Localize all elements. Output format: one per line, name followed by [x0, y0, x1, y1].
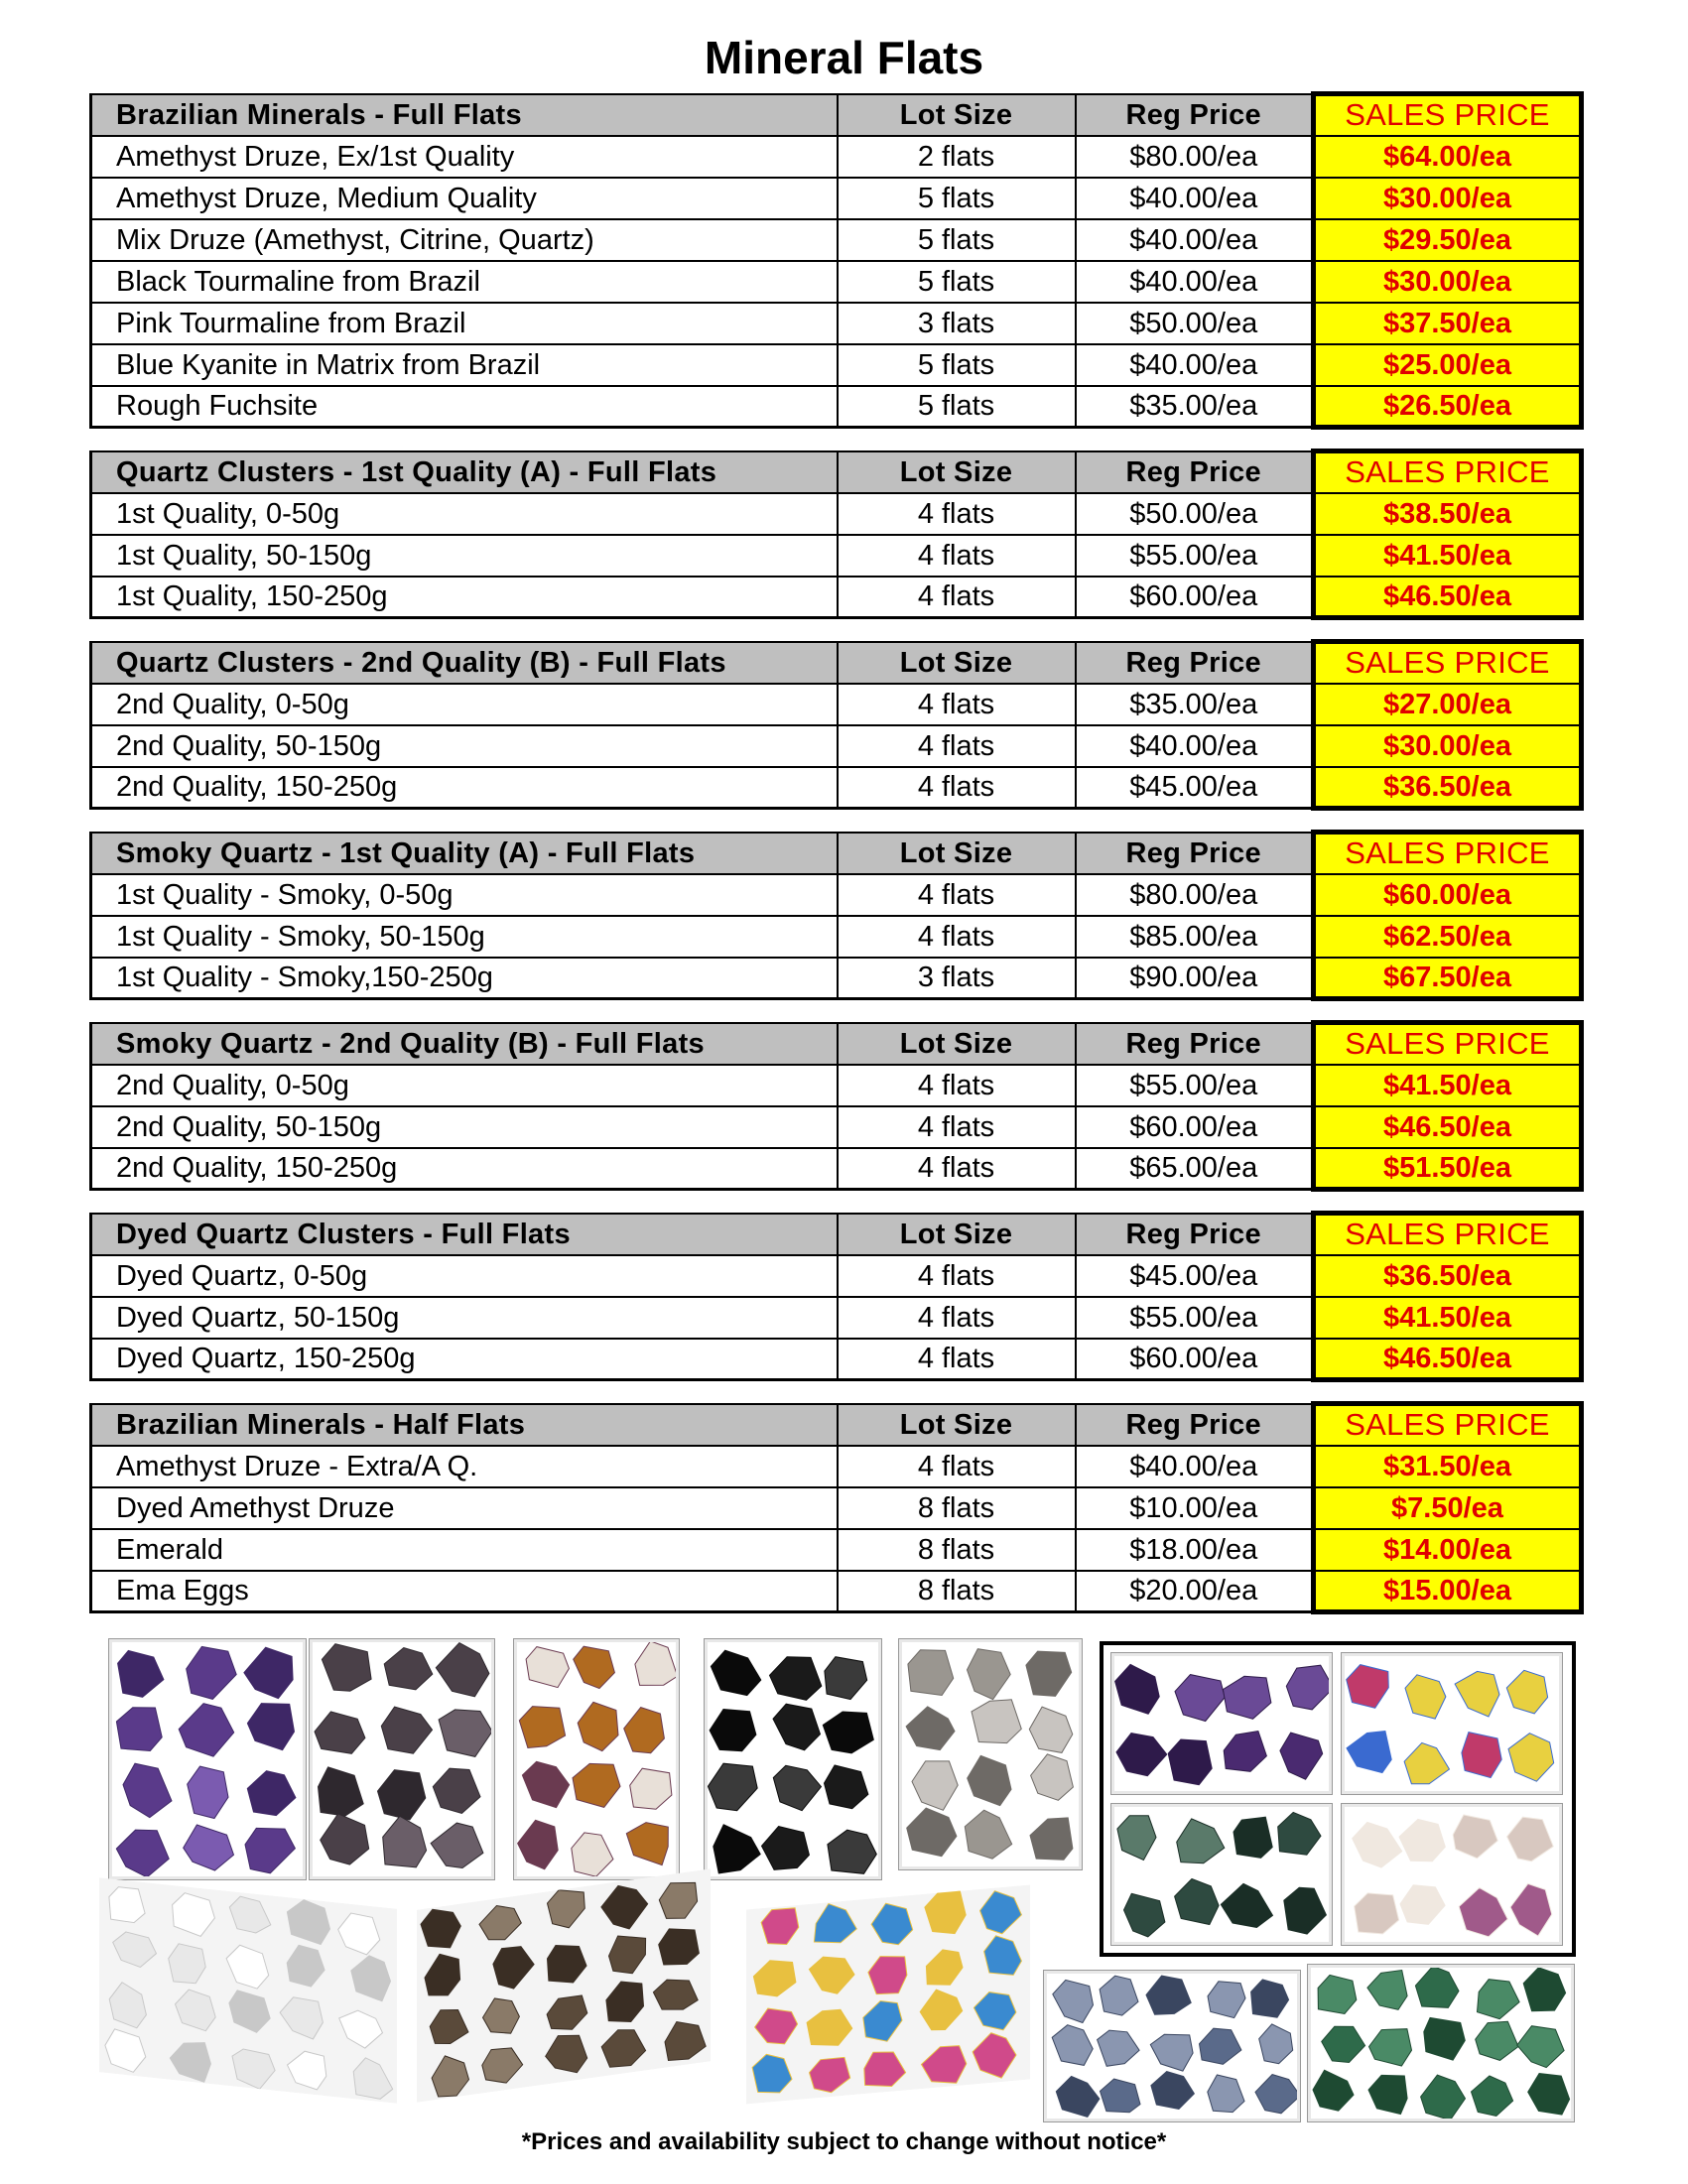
item-name: Blue Kyanite in Matrix from Brazil — [91, 344, 838, 386]
sales-price: $29.50/ea — [1314, 219, 1582, 261]
reg-price: $80.00/ea — [1076, 136, 1314, 178]
item-name: Black Tourmaline from Brazil — [91, 261, 838, 303]
price-table-section — [89, 1211, 1584, 1382]
table-row — [91, 958, 1582, 999]
lot-size-header: Lot Size — [838, 642, 1076, 684]
reg-price: $45.00/ea — [1076, 767, 1314, 809]
lot-size: 4 flats — [838, 767, 1076, 809]
kyanite-flat-photo — [1044, 1971, 1300, 2121]
table-row — [91, 178, 1582, 219]
section-header-row — [91, 833, 1582, 874]
sales-price-header: SALES PRICE — [1314, 1404, 1582, 1446]
sales-price: $62.50/ea — [1314, 916, 1582, 958]
lot-size: 4 flats — [838, 1446, 1076, 1487]
item-name: Dyed Quartz, 150-250g — [91, 1339, 838, 1380]
sales-price: $38.50/ea — [1314, 493, 1582, 535]
sales-price-header: SALES PRICE — [1314, 1214, 1582, 1255]
item-name: Dyed Quartz, 50-150g — [91, 1297, 838, 1339]
sales-price: $36.50/ea — [1314, 1255, 1582, 1297]
lot-size: 5 flats — [838, 178, 1076, 219]
item-name: 2nd Quality, 150-250g — [91, 1148, 838, 1190]
item-name: Dyed Quartz, 0-50g — [91, 1255, 838, 1297]
sales-price: $46.50/ea — [1314, 1339, 1582, 1380]
lot-size: 4 flats — [838, 1339, 1076, 1380]
reg-price: $80.00/ea — [1076, 874, 1314, 916]
item-name: Amethyst Druze - Extra/A Q. — [91, 1446, 838, 1487]
lot-size-header: Lot Size — [838, 451, 1076, 493]
sales-price: $37.50/ea — [1314, 303, 1582, 344]
white-quartz-box-photo — [99, 1877, 397, 2104]
sales-price-header: SALES PRICE — [1314, 642, 1582, 684]
table-row — [91, 1339, 1582, 1380]
item-name: 1st Quality, 150-250g — [91, 577, 838, 618]
price-table-section — [89, 1401, 1584, 1614]
lot-size: 8 flats — [838, 1571, 1076, 1612]
reg-price: $55.00/ea — [1076, 1297, 1314, 1339]
reg-price: $60.00/ea — [1076, 577, 1314, 618]
lot-size: 5 flats — [838, 344, 1076, 386]
item-name: Amethyst Druze, Medium Quality — [91, 178, 838, 219]
collage-amethyst-half-flat-photo — [1111, 1653, 1332, 1794]
section-header-row — [91, 1023, 1582, 1065]
reg-price: $40.00/ea — [1076, 261, 1314, 303]
reg-price: $50.00/ea — [1076, 303, 1314, 344]
sales-price: $41.50/ea — [1314, 1065, 1582, 1106]
reg-price: $40.00/ea — [1076, 219, 1314, 261]
table-row — [91, 1106, 1582, 1148]
lot-size: 4 flats — [838, 1297, 1076, 1339]
lot-size: 3 flats — [838, 303, 1076, 344]
section-header-row — [91, 1214, 1582, 1255]
amethyst-druze-flat-photo — [109, 1639, 306, 1879]
medium-amethyst-flat-photo — [310, 1639, 494, 1879]
sales-price-header: SALES PRICE — [1314, 833, 1582, 874]
price-table-section — [89, 830, 1584, 1001]
section-header-row — [91, 451, 1582, 493]
table-row — [91, 261, 1582, 303]
sales-price: $41.50/ea — [1314, 535, 1582, 577]
item-name: 2nd Quality, 50-150g — [91, 725, 838, 767]
table-row — [91, 386, 1582, 428]
section-header-row — [91, 94, 1582, 136]
lot-size-header: Lot Size — [838, 833, 1076, 874]
section-name: Smoky Quartz - 1st Quality (A) - Full Flats — [91, 833, 838, 874]
table-row — [91, 916, 1582, 958]
lot-size: 5 flats — [838, 219, 1076, 261]
reg-price: $65.00/ea — [1076, 1148, 1314, 1190]
reg-price: $60.00/ea — [1076, 1339, 1314, 1380]
lot-size: 5 flats — [838, 261, 1076, 303]
sales-price: $27.00/ea — [1314, 684, 1582, 725]
price-table-section — [89, 1020, 1584, 1192]
item-name: 1st Quality, 50-150g — [91, 535, 838, 577]
reg-price: $45.00/ea — [1076, 1255, 1314, 1297]
reg-price: $55.00/ea — [1076, 1065, 1314, 1106]
reg-price: $20.00/ea — [1076, 1571, 1314, 1612]
table-row — [91, 577, 1582, 618]
table-row — [91, 493, 1582, 535]
reg-price: $10.00/ea — [1076, 1487, 1314, 1529]
reg-price: $18.00/ea — [1076, 1529, 1314, 1571]
collage-emerald-photo — [1111, 1804, 1332, 1945]
item-name: 1st Quality, 0-50g — [91, 493, 838, 535]
lot-size: 4 flats — [838, 1148, 1076, 1190]
reg-price: $55.00/ea — [1076, 535, 1314, 577]
sales-price: $67.50/ea — [1314, 958, 1582, 999]
table-row — [91, 874, 1582, 916]
table-row — [91, 767, 1582, 809]
price-table-section — [89, 91, 1584, 430]
item-name: 2nd Quality, 0-50g — [91, 684, 838, 725]
sales-price: $60.00/ea — [1314, 874, 1582, 916]
black-tourmaline-flat-photo — [705, 1639, 881, 1879]
item-name: Mix Druze (Amethyst, Citrine, Quartz) — [91, 219, 838, 261]
sales-price: $30.00/ea — [1314, 178, 1582, 219]
item-name: Amethyst Druze, Ex/1st Quality — [91, 136, 838, 178]
lot-size: 8 flats — [838, 1487, 1076, 1529]
section-header-row — [91, 1404, 1582, 1446]
lot-size-header: Lot Size — [838, 1023, 1076, 1065]
lot-size: 4 flats — [838, 916, 1076, 958]
mix-druze-flat-photo — [514, 1639, 679, 1879]
reg-price: $35.00/ea — [1076, 684, 1314, 725]
table-row — [91, 136, 1582, 178]
lot-size: 3 flats — [838, 958, 1076, 999]
section-header-row — [91, 642, 1582, 684]
half-flats-collage — [1100, 1641, 1576, 1957]
sales-price: $30.00/ea — [1314, 261, 1582, 303]
table-row — [91, 1297, 1582, 1339]
disclaimer-footnote: *Prices and availability subject to change without notice* — [521, 2128, 1167, 2155]
sales-price: $7.50/ea — [1314, 1487, 1582, 1529]
lot-size: 4 flats — [838, 577, 1076, 618]
section-name: Dyed Quartz Clusters - Full Flats — [91, 1214, 838, 1255]
sales-price-header: SALES PRICE — [1314, 1023, 1582, 1065]
reg-price: $50.00/ea — [1076, 493, 1314, 535]
reg-price-header: Reg Price — [1076, 1404, 1314, 1446]
reg-price: $60.00/ea — [1076, 1106, 1314, 1148]
sales-price: $46.50/ea — [1314, 577, 1582, 618]
sales-price: $25.00/ea — [1314, 344, 1582, 386]
sales-price: $30.00/ea — [1314, 725, 1582, 767]
reg-price: $40.00/ea — [1076, 1446, 1314, 1487]
table-row — [91, 1148, 1582, 1190]
section-name: Brazilian Minerals - Half Flats — [91, 1404, 838, 1446]
lot-size: 4 flats — [838, 1065, 1076, 1106]
page-title: Mineral Flats — [704, 32, 984, 83]
reg-price: $40.00/ea — [1076, 725, 1314, 767]
sales-price: $64.00/ea — [1314, 136, 1582, 178]
item-name: 1st Quality - Smoky,150-250g — [91, 958, 838, 999]
lot-size-header: Lot Size — [838, 94, 1076, 136]
collage-dyed-amethyst-photo — [1342, 1653, 1562, 1794]
reg-price: $40.00/ea — [1076, 178, 1314, 219]
item-name: 2nd Quality, 150-250g — [91, 767, 838, 809]
quartz-cluster-flat-photo — [899, 1639, 1082, 1869]
section-name: Brazilian Minerals - Full Flats — [91, 94, 838, 136]
lot-size: 8 flats — [838, 1529, 1076, 1571]
table-row — [91, 725, 1582, 767]
reg-price: $40.00/ea — [1076, 344, 1314, 386]
sales-price: $41.50/ea — [1314, 1297, 1582, 1339]
collage-ema-eggs-photo — [1342, 1804, 1562, 1945]
table-row — [91, 303, 1582, 344]
reg-price: $35.00/ea — [1076, 386, 1314, 428]
lot-size: 2 flats — [838, 136, 1076, 178]
lot-size-header: Lot Size — [838, 1214, 1076, 1255]
lot-size-header: Lot Size — [838, 1404, 1076, 1446]
lot-size: 4 flats — [838, 493, 1076, 535]
table-row — [91, 219, 1582, 261]
lot-size: 4 flats — [838, 535, 1076, 577]
item-name: 2nd Quality, 50-150g — [91, 1106, 838, 1148]
item-name: Pink Tourmaline from Brazil — [91, 303, 838, 344]
sales-price-header: SALES PRICE — [1314, 94, 1582, 136]
item-name: 1st Quality - Smoky, 50-150g — [91, 916, 838, 958]
sales-price: $26.50/ea — [1314, 386, 1582, 428]
reg-price-header: Reg Price — [1076, 642, 1314, 684]
item-name: 1st Quality - Smoky, 0-50g — [91, 874, 838, 916]
table-row — [91, 1529, 1582, 1571]
reg-price: $85.00/ea — [1076, 916, 1314, 958]
reg-price-header: Reg Price — [1076, 833, 1314, 874]
lot-size: 4 flats — [838, 684, 1076, 725]
lot-size: 5 flats — [838, 386, 1076, 428]
lot-size: 4 flats — [838, 1255, 1076, 1297]
table-row — [91, 1487, 1582, 1529]
reg-price-header: Reg Price — [1076, 1023, 1314, 1065]
item-name: 2nd Quality, 0-50g — [91, 1065, 838, 1106]
sales-price: $36.50/ea — [1314, 767, 1582, 809]
sales-price: $15.00/ea — [1314, 1571, 1582, 1612]
price-table-section — [89, 449, 1584, 620]
lot-size: 4 flats — [838, 725, 1076, 767]
section-name: Quartz Clusters - 1st Quality (A) - Full Flats — [91, 451, 838, 493]
section-name: Quartz Clusters - 2nd Quality (B) - Full Flats — [91, 642, 838, 684]
reg-price: $90.00/ea — [1076, 958, 1314, 999]
sales-price: $14.00/ea — [1314, 1529, 1582, 1571]
table-row — [91, 344, 1582, 386]
sales-price-header: SALES PRICE — [1314, 451, 1582, 493]
smoky-quartz-box-photo — [417, 1868, 711, 2103]
price-table-section — [89, 639, 1584, 811]
sales-price: $46.50/ea — [1314, 1106, 1582, 1148]
sales-price: $51.50/ea — [1314, 1148, 1582, 1190]
lot-size: 4 flats — [838, 1106, 1076, 1148]
reg-price-header: Reg Price — [1076, 94, 1314, 136]
table-row — [91, 535, 1582, 577]
table-row — [91, 1446, 1582, 1487]
lot-size: 4 flats — [838, 874, 1076, 916]
table-row — [91, 1255, 1582, 1297]
fuchsite-flat-photo — [1308, 1965, 1574, 2121]
table-row — [91, 684, 1582, 725]
dyed-quartz-box-photo — [746, 1884, 1030, 2104]
item-name: Ema Eggs — [91, 1571, 838, 1612]
item-name: Dyed Amethyst Druze — [91, 1487, 838, 1529]
section-name: Smoky Quartz - 2nd Quality (B) - Full Flats — [91, 1023, 838, 1065]
reg-price-header: Reg Price — [1076, 451, 1314, 493]
table-row — [91, 1065, 1582, 1106]
reg-price-header: Reg Price — [1076, 1214, 1314, 1255]
item-name: Emerald — [91, 1529, 838, 1571]
table-row — [91, 1571, 1582, 1612]
item-name: Rough Fuchsite — [91, 386, 838, 428]
sales-price: $31.50/ea — [1314, 1446, 1582, 1487]
